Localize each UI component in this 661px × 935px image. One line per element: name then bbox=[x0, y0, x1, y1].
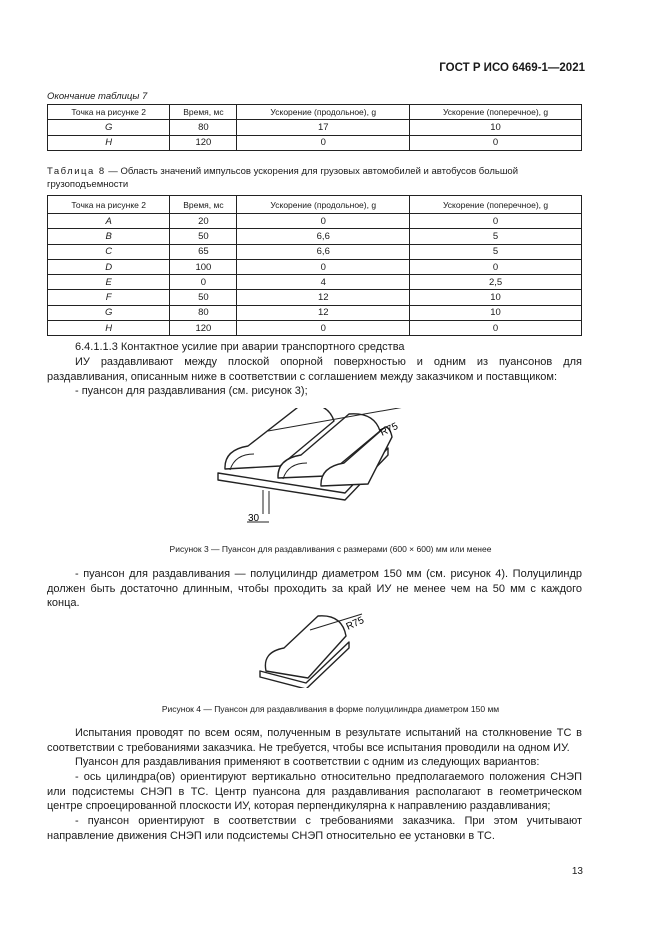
table-cell: 0 bbox=[237, 135, 410, 150]
table-cell: 65 bbox=[170, 244, 237, 259]
table-cell: 10 bbox=[410, 305, 582, 320]
column-header: Время, мс bbox=[170, 105, 237, 120]
column-header: Время, мс bbox=[170, 196, 237, 214]
paragraph-6: - ось цилиндра(ов) ориентируют вертикально относительно предполагаемого положения СНЭП или подсистемы СНЭП в ТС. Центр пуансона для раздавливания располагают в геометрическом центре спроецированной плоскости ИУ, которая перпендикулярна к направлению раздавливания; bbox=[47, 771, 582, 813]
paragraph-4: Испытания проводят по всем осям, полученным в результате испытаний на столкновение ТС в соответствии с требованиями заказчика. Не требуется, чтобы все испытания проводили на одном ИУ. bbox=[47, 727, 582, 754]
table-cell: 0 bbox=[410, 135, 582, 150]
table-header-row bbox=[48, 105, 582, 120]
table7 bbox=[47, 104, 582, 151]
table-row bbox=[48, 229, 582, 244]
table-cell: 2,5 bbox=[410, 275, 582, 290]
point-cell: D bbox=[48, 259, 170, 274]
document-header: ГОСТ Р ИСО 6469-1—2021 bbox=[439, 62, 585, 74]
point-cell: F bbox=[48, 290, 170, 305]
column-header: Ускорение (продольное), g bbox=[237, 105, 410, 120]
table8 bbox=[47, 195, 582, 336]
table-cell: 0 bbox=[410, 214, 582, 229]
table-cell: 10 bbox=[410, 290, 582, 305]
figure3-drawing bbox=[200, 408, 430, 530]
table-row bbox=[48, 259, 582, 274]
table-cell: 20 bbox=[170, 214, 237, 229]
column-header: Ускорение (поперечное), g bbox=[410, 196, 582, 214]
figure3-radius-label: R75 bbox=[378, 420, 400, 439]
point-cell: H bbox=[48, 135, 170, 150]
paragraph-2: - пуансон для раздавливания (см. рисунок 3); bbox=[75, 385, 308, 397]
table-cell: 100 bbox=[170, 259, 237, 274]
table-cell: 80 bbox=[170, 120, 237, 135]
column-header: Точка на рисунке 2 bbox=[48, 196, 170, 214]
section-heading: 6.4.1.1.3 Контактное усилие при аварии транспортного средства bbox=[75, 341, 405, 353]
table-header-row bbox=[48, 196, 582, 214]
point-cell: G bbox=[48, 120, 170, 135]
point-cell: B bbox=[48, 229, 170, 244]
table-cell: 50 bbox=[170, 290, 237, 305]
page-number: 13 bbox=[571, 866, 583, 877]
table-row bbox=[48, 305, 582, 320]
paragraph-5: Пуансон для раздавливания применяют в соответствии с одним из следующих вариантов: bbox=[75, 756, 540, 768]
figure3-dim-label: 30 bbox=[248, 513, 260, 524]
table8-caption-label: Таблица 8 bbox=[47, 166, 106, 177]
figure4-radius-label: R75 bbox=[344, 614, 366, 633]
table8-caption-text: — Область значений импульсов ускорения для грузовых автомобилей и автобусов большой грузоподъемности bbox=[47, 166, 519, 190]
table-cell: 5 bbox=[410, 229, 582, 244]
table-row bbox=[48, 275, 582, 290]
table8-caption bbox=[47, 165, 582, 191]
table-cell: 0 bbox=[170, 275, 237, 290]
point-cell: C bbox=[48, 244, 170, 259]
column-header: Ускорение (поперечное), g bbox=[410, 105, 582, 120]
table-cell: 0 bbox=[237, 321, 410, 336]
table-cell: 0 bbox=[410, 259, 582, 274]
table-cell: 10 bbox=[410, 120, 582, 135]
point-cell: G bbox=[48, 305, 170, 320]
table-row bbox=[48, 290, 582, 305]
table-cell: 80 bbox=[170, 305, 237, 320]
table-row bbox=[48, 244, 582, 259]
table-row bbox=[48, 135, 582, 150]
table-cell: 12 bbox=[237, 290, 410, 305]
figure4-half-cylinder bbox=[265, 616, 346, 678]
table-cell: 6,6 bbox=[237, 229, 410, 244]
table-row bbox=[48, 321, 582, 336]
column-header: Ускорение (продольное), g bbox=[237, 196, 410, 214]
table7-caption: Окончание таблицы 7 bbox=[47, 91, 148, 102]
table-row bbox=[48, 214, 582, 229]
table-cell: 5 bbox=[410, 244, 582, 259]
table-cell: 120 bbox=[170, 135, 237, 150]
point-cell: H bbox=[48, 321, 170, 336]
table-cell: 6,6 bbox=[237, 244, 410, 259]
table-cell: 0 bbox=[237, 214, 410, 229]
table-cell: 0 bbox=[237, 259, 410, 274]
table-cell: 12 bbox=[237, 305, 410, 320]
figure3-caption: Рисунок 3 — Пуансон для раздавливания с размерами (600 × 600) мм или менее bbox=[169, 544, 492, 554]
figure4-caption: Рисунок 4 — Пуансон для раздавливания в форме полуцилиндра диаметром 150 мм bbox=[161, 704, 500, 714]
paragraph-1: ИУ раздавливают между плоской опорной поверхностью и одним из пуансонов для раздавливания, описанным ниже в соответствии с соглашением между заказчиком и поставщиком: bbox=[47, 356, 582, 383]
table-row bbox=[48, 120, 582, 135]
paragraph-7: - пуансон ориентируют в соответствии с требованиями заказчика. При этом учитывают направление движения СНЭП или подсистемы СНЭП относительно ее установки в ТС. bbox=[47, 815, 582, 842]
point-cell: A bbox=[48, 214, 170, 229]
point-cell: E bbox=[48, 275, 170, 290]
paragraph-3: - пуансон для раздавливания — полуцилиндр диаметром 150 мм (см. рисунок 4). Полуцилиндр должен быть достаточно длинным, чтобы проходить за край ИУ не менее чем на 50 мм с каждого конца. bbox=[47, 568, 582, 610]
table-cell: 0 bbox=[410, 321, 582, 336]
table-cell: 4 bbox=[237, 275, 410, 290]
table-cell: 17 bbox=[237, 120, 410, 135]
table-cell: 50 bbox=[170, 229, 237, 244]
column-header: Точка на рисунке 2 bbox=[48, 105, 170, 120]
table-cell: 120 bbox=[170, 321, 237, 336]
figure4-drawing bbox=[250, 608, 370, 688]
